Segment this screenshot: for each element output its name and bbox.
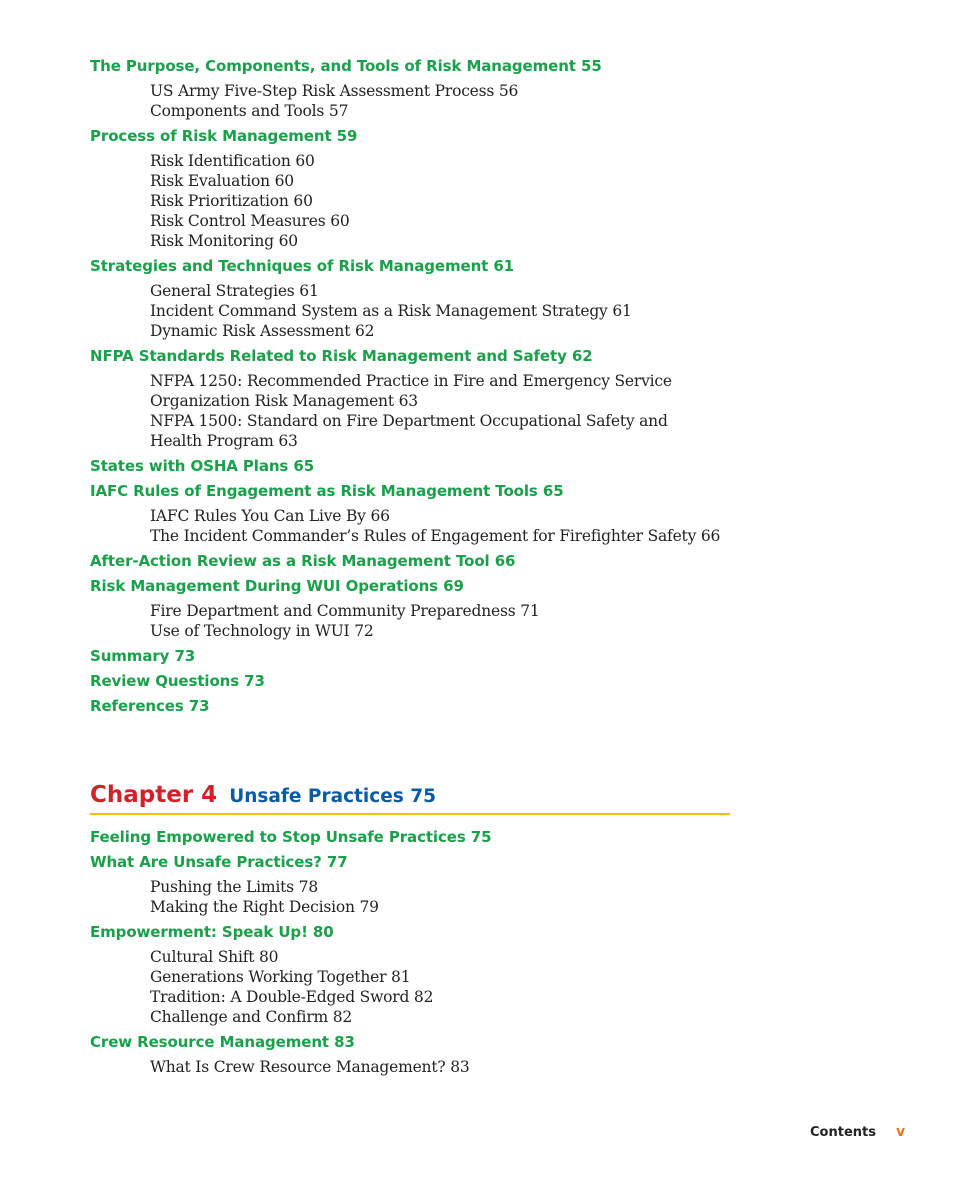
toc-subentry: Use of Technology in WUI 72 <box>150 622 374 640</box>
toc-section-heading: Feeling Empowered to Stop Unsafe Practices 75 <box>90 828 492 846</box>
toc-subentry: The Incident Commander’s Rules of Engagement for Firefighter Safety 66 <box>150 527 721 545</box>
toc-subentry: Generations Working Together 81 <box>150 968 411 986</box>
toc-subentry: IAFC Rules You Can Live By 66 <box>150 507 390 525</box>
toc-subentry: Cultural Shift 80 <box>150 948 279 966</box>
toc-list-chapter <box>90 827 730 1077</box>
toc-page <box>90 56 730 1077</box>
page-footer <box>810 1124 905 1140</box>
toc-section-heading: Review Questions 73 <box>90 672 265 690</box>
toc-subentries <box>150 371 730 451</box>
toc-subentry: Components and Tools 57 <box>150 102 349 120</box>
toc-subentry: Risk Prioritization 60 <box>150 192 313 210</box>
toc-subentries <box>150 601 730 641</box>
toc-subentries <box>150 947 730 1027</box>
toc-subentry: Risk Monitoring 60 <box>150 232 298 250</box>
toc-section-heading: What Are Unsafe Practices? 77 <box>90 853 348 871</box>
toc-section-heading: After-Action Review as a Risk Management Tool 66 <box>90 552 516 570</box>
toc-subentry: NFPA 1250: Recommended Practice in Fire and Emergency Service <box>150 372 672 390</box>
toc-subentry: Fire Department and Community Preparedness 71 <box>150 602 540 620</box>
toc-subentry: US Army Five-Step Risk Assessment Process 56 <box>150 82 519 100</box>
toc-subentries <box>150 81 730 121</box>
toc-subentry: NFPA 1500: Standard on Fire Department Occupational Safety and <box>150 412 668 430</box>
toc-subentry: Risk Evaluation 60 <box>150 172 294 190</box>
toc-subentries <box>150 877 730 917</box>
toc-subentry: General Strategies 61 <box>150 282 319 300</box>
toc-subentry: Tradition: A Double-Edged Sword 82 <box>150 988 434 1006</box>
toc-subentry: Dynamic Risk Assessment 62 <box>150 322 375 340</box>
toc-section-heading: Strategies and Techniques of Risk Management 61 <box>90 257 515 275</box>
toc-section-heading: References 73 <box>90 697 210 715</box>
toc-section-heading: Empowerment: Speak Up! 80 <box>90 923 334 941</box>
chapter-heading <box>90 780 730 815</box>
toc-section-heading: IAFC Rules of Engagement as Risk Management Tools 65 <box>90 482 564 500</box>
toc-subentries <box>150 506 730 546</box>
footer-label: Contents <box>810 1125 876 1140</box>
toc-subentry: Incident Command System as a Risk Management Strategy 61 <box>150 302 632 320</box>
chapter-number: Chapter 4 <box>90 782 218 808</box>
toc-subentry: Making the Right Decision 79 <box>150 898 379 916</box>
toc-list-top <box>90 56 730 716</box>
toc-subentry: Risk Identification 60 <box>150 152 315 170</box>
toc-section-heading: Crew Resource Management 83 <box>90 1033 355 1051</box>
page-number: v <box>895 1124 906 1140</box>
toc-subentry: Organization Risk Management 63 <box>150 392 418 410</box>
toc-section-heading: The Purpose, Components, and Tools of Risk Management 55 <box>90 57 602 75</box>
toc-section-heading: Summary 73 <box>90 647 196 665</box>
toc-subentry: Risk Control Measures 60 <box>150 212 350 230</box>
toc-subentry: Challenge and Confirm 82 <box>150 1008 353 1026</box>
toc-section-heading: NFPA Standards Related to Risk Management and Safety 62 <box>90 347 593 365</box>
toc-subentries <box>150 281 730 341</box>
toc-section-heading: Process of Risk Management 59 <box>90 127 358 145</box>
toc-subentries <box>150 1057 730 1077</box>
toc-section-heading: States with OSHA Plans 65 <box>90 457 315 475</box>
toc-section-heading: Risk Management During WUI Operations 69 <box>90 577 464 595</box>
toc-subentry: What Is Crew Resource Management? 83 <box>150 1058 470 1076</box>
toc-subentry: Pushing the Limits 78 <box>150 878 318 896</box>
toc-subentry: Health Program 63 <box>150 432 298 450</box>
chapter-title: Unsafe Practices 75 <box>229 786 436 807</box>
toc-subentries <box>150 151 730 251</box>
